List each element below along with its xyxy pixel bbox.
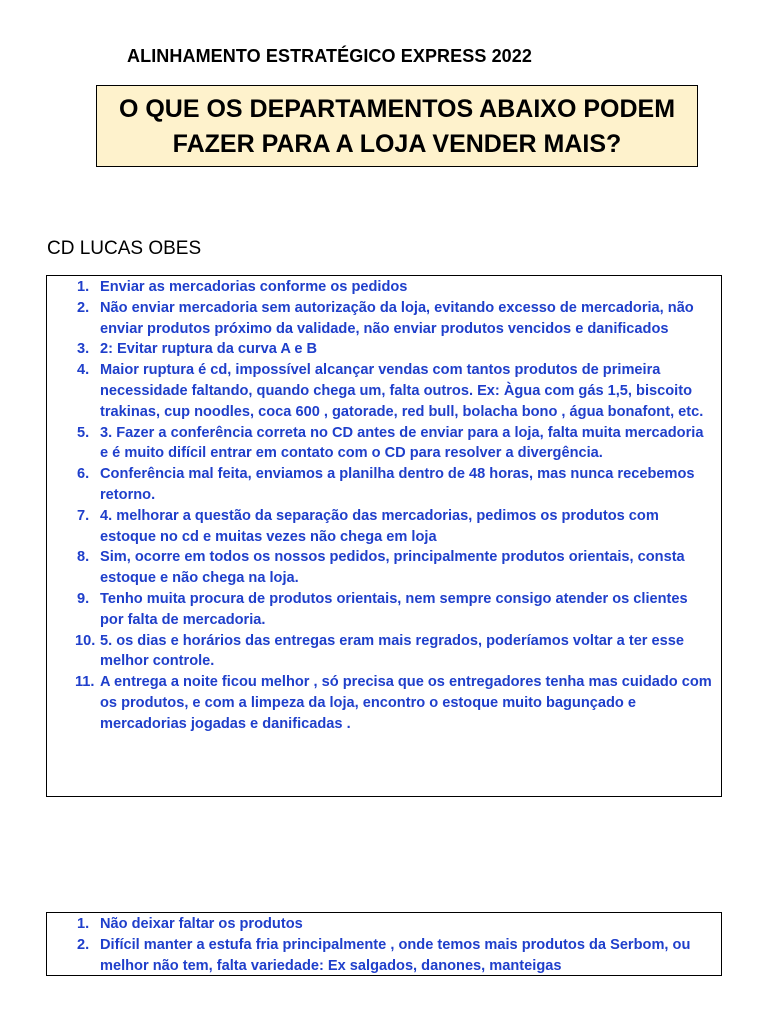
list-item-text: 2: Evitar ruptura da curva A e B <box>100 341 318 358</box>
list-item-number: 2. <box>77 936 90 953</box>
list-item-number: 1. <box>77 279 90 295</box>
list-item-number: 4. <box>77 362 90 379</box>
section-heading-cd-lucas-obes: CD LUCAS OBES <box>47 238 202 259</box>
question-line-2: FAZER PARA A LOJA VENDER MAIS? <box>172 130 622 158</box>
question-line-1: O QUE OS DEPARTAMENTOS ABAIXO PODEM <box>118 95 676 123</box>
list-item-text: Maior ruptura é cd, impossível alcançar vendas com tantos produtos de primeira necessidade faltando, quando chega um, falta outros. Ex: Àgua com gás 1,5, biscoito trakinas, cup noodles, coca 600 , gatorade, red bull, bolacha bono , água bonafont, etc. <box>100 362 704 420</box>
list-item-text: 3. Fazer a conferência correta no CD antes de enviar para a loja, falta muita mercadoria e é muito difícil entrar em contato com o CD para resolver a divergência. <box>100 424 704 462</box>
list-item-text: Conferência mal feita, enviamos a planilha dentro de 48 horas, mas nunca recebemos retorno. <box>100 466 695 503</box>
list-item-number: 5. <box>77 424 90 441</box>
list-item <box>47 464 721 506</box>
list-item-text: Sim, ocorre em todos os nossos pedidos, principalmente produtos orientais, consta estoque e não chega na loja. <box>100 549 685 587</box>
list-item-number: 11. <box>75 674 95 691</box>
list-item <box>47 360 721 422</box>
second-department-list <box>47 913 721 976</box>
list-item <box>47 298 721 340</box>
list-item-text: Difícil manter a estufa fria principalmente , onde temos mais produtos da Serbom, ou melhor não tem, falta variedade: Ex salgados, danones, manteigas <box>100 936 691 974</box>
list-item-text: A entrega a noite ficou melhor , só precisa que os entregadores tenha mas cuidado com os produtos, e com a limpeza da loja, encontro o estoque muito bagunçado e mercadorias jogadas e danificadas . <box>100 674 712 732</box>
list-item-number: 2. <box>77 299 90 316</box>
document-title: ALINHAMENTO ESTRATÉGICO EXPRESS 2022 <box>127 46 533 66</box>
list-item <box>47 672 721 734</box>
list-item-text: Enviar as mercadorias conforme os pedidos <box>100 279 408 295</box>
cd-lucas-obes-list-box <box>46 275 722 797</box>
list-item <box>47 589 721 631</box>
second-department-list-box <box>46 912 722 976</box>
cd-lucas-obes-list <box>47 276 721 735</box>
list-item <box>47 423 721 465</box>
list-item-number: 8. <box>77 549 90 566</box>
list-item-text: Não enviar mercadoria sem autorização da loja, evitando excesso de mercadoria, não enviar produtos próximo da validade, não enviar produtos vencidos e danificados <box>100 299 694 337</box>
list-item-number: 6. <box>77 466 90 483</box>
list-item-number: 3. <box>77 341 90 358</box>
list-item-number: 10. <box>75 632 96 649</box>
list-item-text: Não deixar faltar os produtos <box>100 916 303 932</box>
list-item-number: 9. <box>77 590 90 607</box>
list-item-text: 4. melhorar a questão da separação das mercadorias, pedimos os produtos com estoque no cd e muitas vezes não chega em loja <box>100 507 659 545</box>
list-item <box>47 506 721 548</box>
list-item-number: 1. <box>77 916 90 932</box>
list-item-number: 7. <box>77 507 90 524</box>
question-banner <box>96 85 698 167</box>
list-item-text: 5. os dias e horários das entregas eram mais regrados, poderíamos voltar a ter esse melhor controle. <box>100 632 685 670</box>
list-item <box>47 339 721 360</box>
list-item <box>47 277 721 298</box>
list-item-text: Tenho muita procura de produtos orientais, nem sempre consigo atender os clientes por falta de mercadoria. <box>100 590 688 628</box>
list-item <box>47 914 721 935</box>
list-item <box>47 631 721 673</box>
list-item <box>47 935 721 977</box>
list-item <box>47 547 721 589</box>
